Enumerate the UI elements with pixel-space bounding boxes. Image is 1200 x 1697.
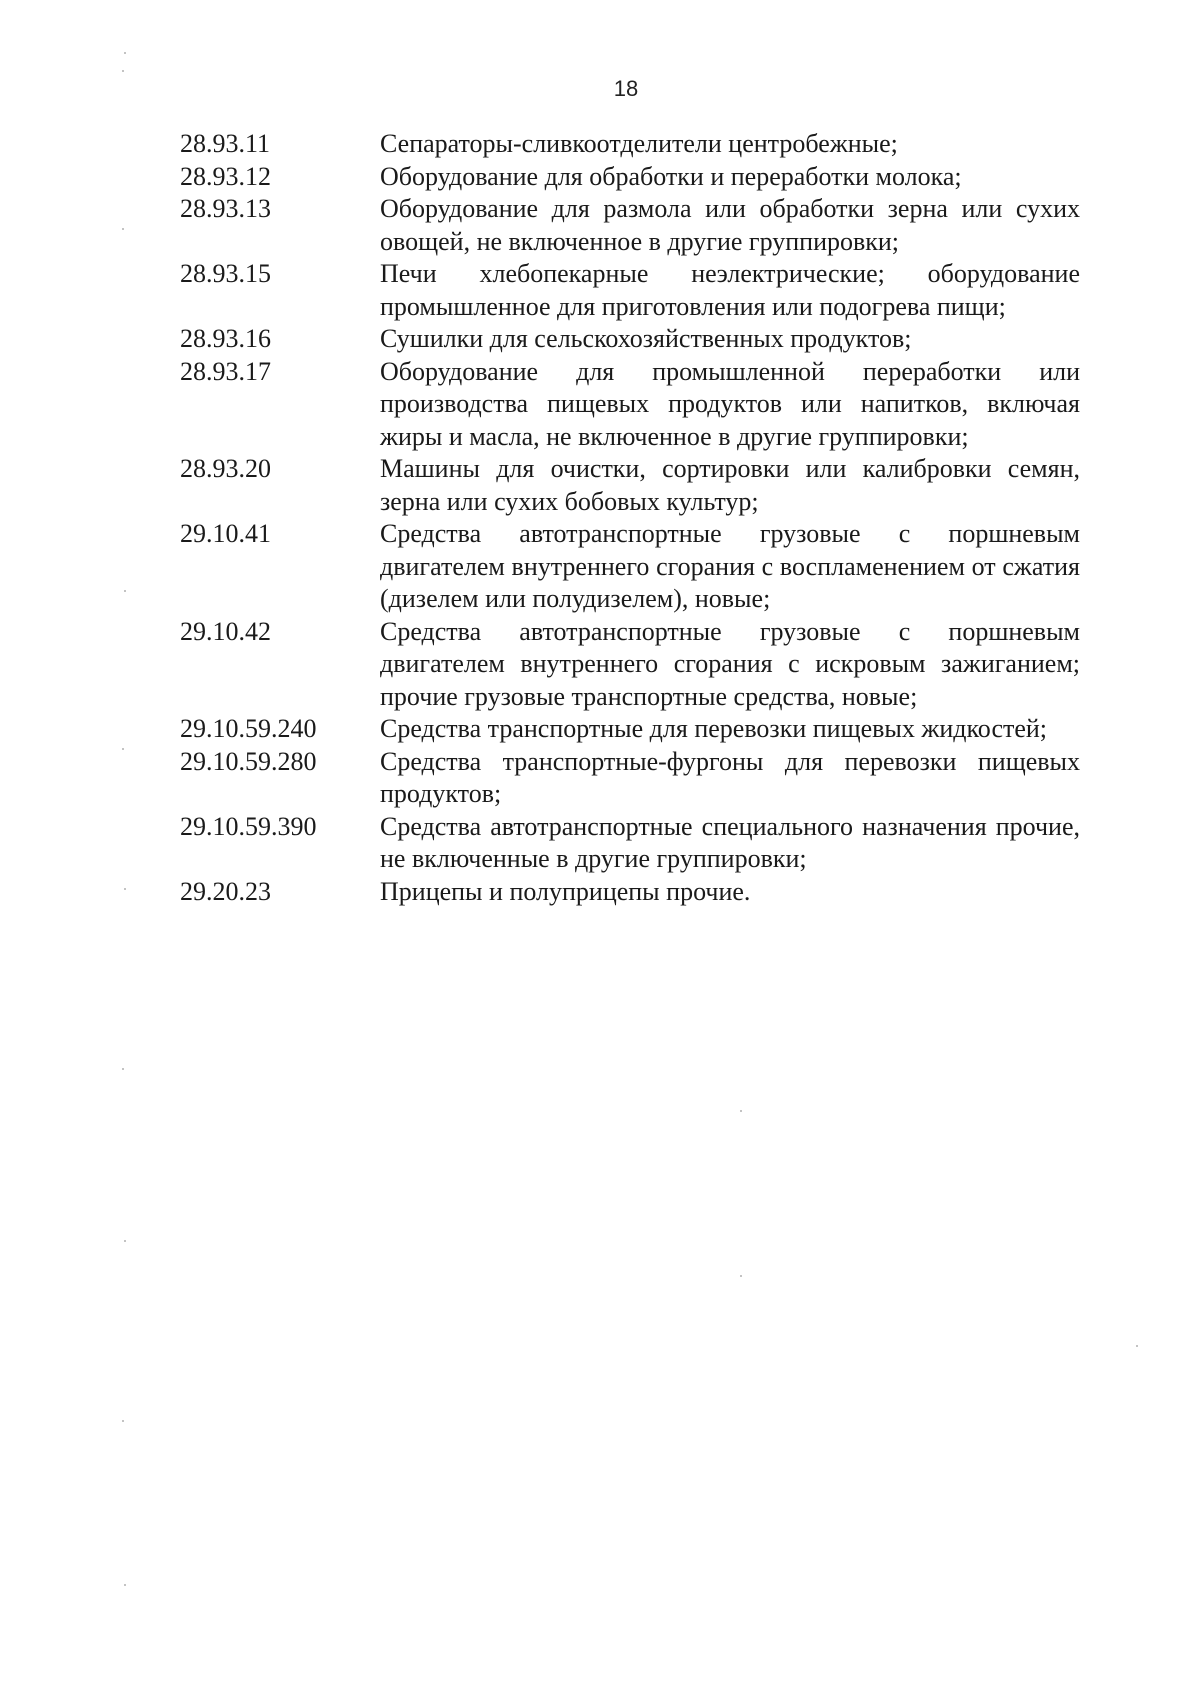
list-item <box>180 518 1080 616</box>
classifier-description: Средства автотранспортные грузовые с поршневым двигателем внутреннего сгорания с воспламенением от сжатия (дизелем или полудизелем), новые; <box>380 519 1080 613</box>
classifier-description: Машины для очистки, сортировки или калибровки семян, зерна или сухих бобовых культур; <box>380 454 1080 516</box>
list-item <box>180 323 1080 356</box>
scan-speck <box>122 748 124 750</box>
scan-speck <box>122 228 124 230</box>
scan-speck <box>122 70 124 72</box>
list-item <box>180 258 1080 323</box>
classifier-code: 29.10.59.390 <box>180 811 317 841</box>
classifier-code: 29.10.59.240 <box>180 714 317 743</box>
list-item <box>180 193 1080 258</box>
classifier-description: Оборудование для обработки и переработки молока; <box>380 161 962 191</box>
scan-speck <box>124 1240 126 1242</box>
list-item <box>180 128 1080 161</box>
scan-speck <box>124 888 126 890</box>
classifier-code: 28.93.17 <box>180 356 271 386</box>
classifier-code: 29.10.42 <box>180 616 271 646</box>
scan-speck <box>1136 1345 1138 1347</box>
classifier-description: Прицепы и полуприцепы прочие. <box>380 876 751 906</box>
classifier-code: 28.93.16 <box>180 324 271 353</box>
classifier-code: 28.93.15 <box>180 259 271 288</box>
classifier-code: 28.93.20 <box>180 454 271 483</box>
classifier-description: Средства автотранспортные грузовые с поршневым двигателем внутреннего сгорания с искровым зажиганием; прочие грузовые транспортные средства, новые; <box>380 616 1080 711</box>
classifier-list <box>180 128 1080 908</box>
classifier-code: 29.10.59.280 <box>180 746 317 776</box>
classifier-description: Средства автотранспортные специального назначения прочие, не включенные в другие группировки; <box>380 811 1080 873</box>
classifier-description: Средства транспортные-фургоны для перевозки пищевых продуктов; <box>380 746 1080 808</box>
classifier-code: 29.20.23 <box>180 876 271 906</box>
classifier-description: Оборудование для размола или обработки зерна или сухих овощей, не включенное в другие группировки; <box>380 194 1080 256</box>
classifier-code: 29.10.41 <box>180 519 271 548</box>
classifier-description: Оборудование для промышленной переработки или производства пищевых продуктов или напитков, включая жиры и масла, не включенное в другие группировки; <box>380 356 1080 451</box>
scan-speck <box>740 1275 742 1277</box>
classifier-description: Сепараторы-сливкоотделители центробежные; <box>380 129 898 158</box>
list-item <box>180 453 1080 518</box>
page-number: 18 <box>613 76 639 101</box>
classifier-description: Печи хлебопекарные неэлектрические; оборудование промышленное для приготовления или подогрева пищи; <box>380 259 1080 321</box>
scan-speck <box>122 1420 124 1422</box>
classifier-code: 28.93.13 <box>180 194 271 223</box>
scan-speck <box>122 1068 124 1070</box>
classifier-code: 28.93.11 <box>180 129 271 158</box>
list-item <box>180 161 1080 194</box>
scan-speck <box>740 1110 742 1112</box>
list-item <box>180 713 1080 746</box>
scan-speck <box>124 52 126 54</box>
classifier-description: Средства транспортные для перевозки пищевых жидкостей; <box>380 714 1048 743</box>
list-item <box>180 616 1080 714</box>
classifier-code: 28.93.12 <box>180 161 271 191</box>
classifier-description: Сушилки для сельскохозяйственных продуктов; <box>380 324 912 353</box>
list-item <box>180 811 1080 876</box>
scan-speck <box>124 1584 126 1586</box>
list-item <box>180 876 1080 909</box>
scan-speck <box>124 590 126 592</box>
list-item <box>180 356 1080 454</box>
list-item <box>180 746 1080 811</box>
